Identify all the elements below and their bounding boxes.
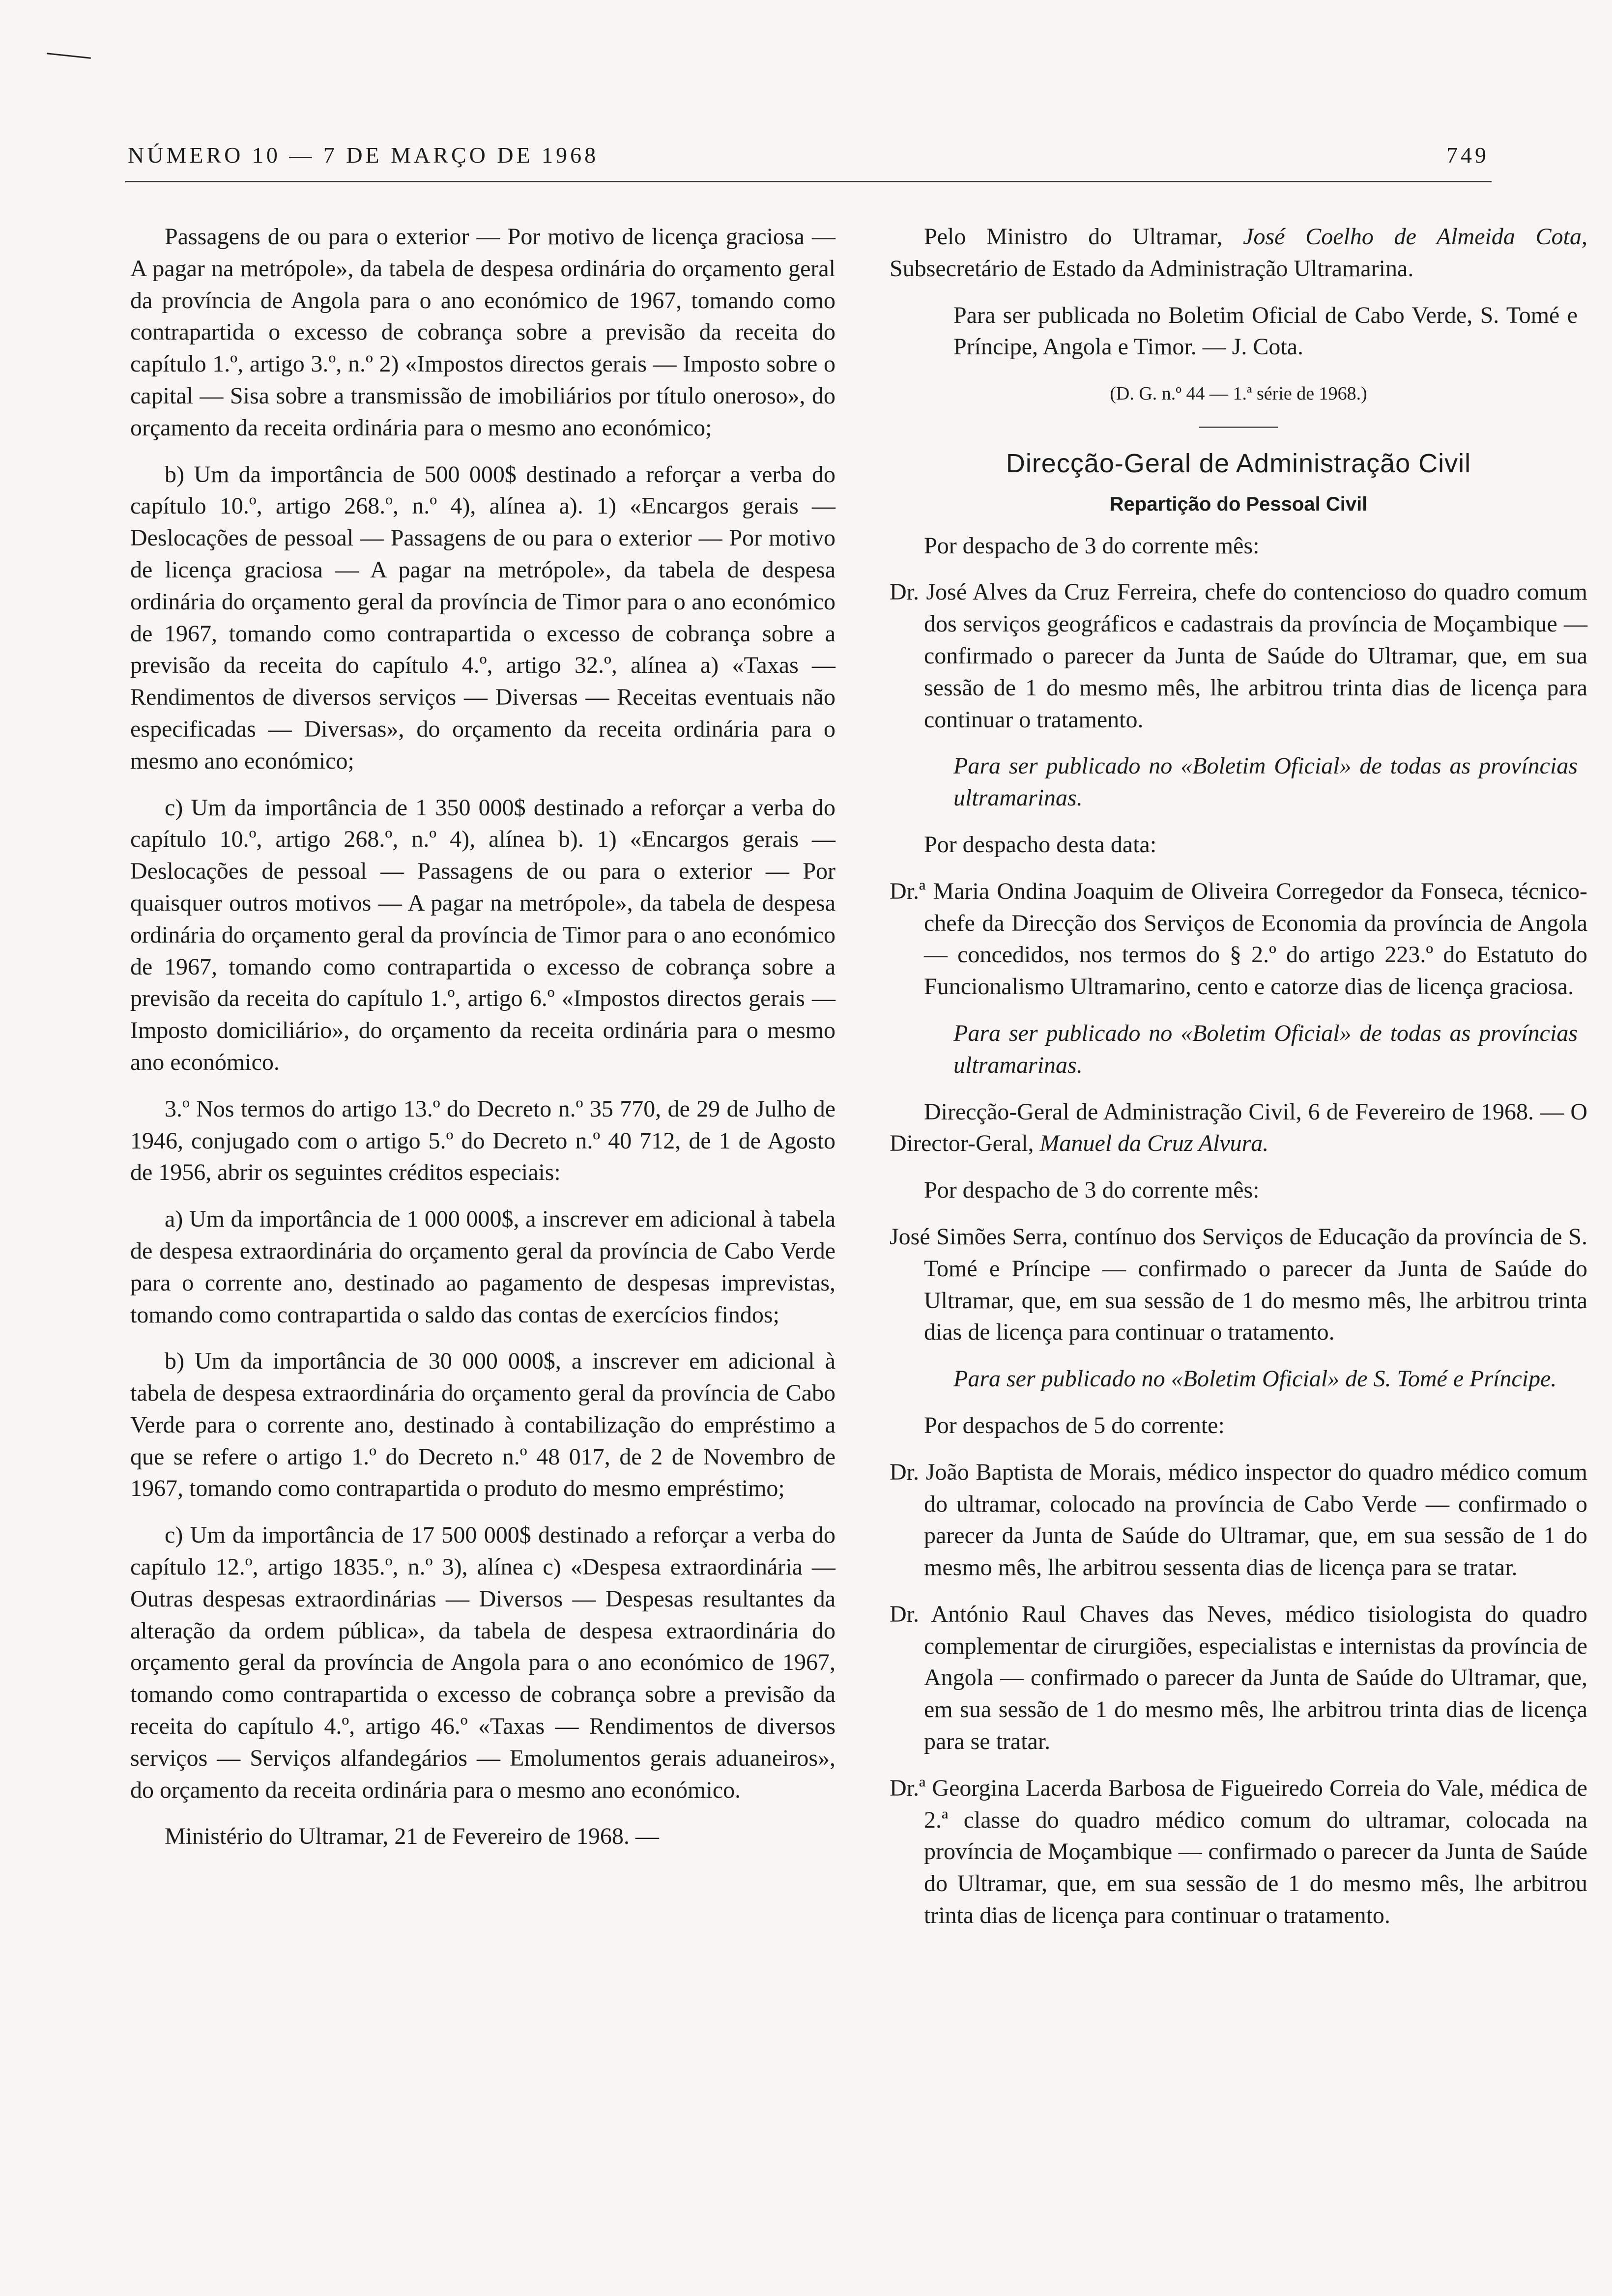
right-column xyxy=(890,221,1587,1932)
paragraph: c) Um da importância de 1 350 000$ destinado a reforçar a verba do capítulo 10.º, artigo 268.º, n.º 4), alínea b). 1) «Encargos gerais — Deslocações de pessoal — Passagens de ou para o exterior — Por quaisquer outros motivos — A pagar na metrópole», da tabela de despesa ordinária do orçamento geral da província de Timor para o ano económico de 1967, tomando como contrapartida o excesso de cobrança sobre a previsão da receita do capítulo 1.º, artigo 6.º «Impostos directos gerais — Imposto domiciliário», do orçamento da receita ordinária para o mesmo ano económico. xyxy=(130,794,835,1075)
dispatch-entry: Dr. João Baptista de Morais, médico inspector do quadro médico comum do ultramar, colocado na província de Cabo Verde — confirmado o parecer da Junta de Saúde do Ultramar, que, em sua sessão de 1 do mesmo mês, lhe arbitrou sessenta dias de licença para se tratar. xyxy=(890,1459,1587,1581)
section-title: Direcção-Geral de Administração Civil xyxy=(1006,448,1471,478)
ministry-signature: Ministério do Ultramar, 21 de Fevereiro de 1968. — xyxy=(165,1823,659,1850)
subsection-title: Repartição do Pessoal Civil xyxy=(1109,493,1368,515)
scan-mark xyxy=(47,53,91,58)
publication-note: Para ser publicado no «Boletim Oficial» de todas as províncias ultramarinas. xyxy=(953,753,1578,811)
minister-signature: Pelo Ministro do Ultramar, José Coelho de Almeida Cota, Subsecretário de Estado da Administração Ultramarina. xyxy=(890,224,1587,282)
dispatch-intro: Por despacho de 3 do corrente mês: xyxy=(924,532,1260,559)
publication-note: Para ser publicado no «Boletim Oficial» de S. Tomé e Príncipe. xyxy=(953,1366,1557,1392)
dispatch-entry: Dr.ª Maria Ondina Joaquim de Oliveira Corregedor da Fonseca, técnico-chefe da Direcção dos Serviços de Economia da província de Angola — concedidos, nos termos do § 2.º do artigo 223.º do Estatuto do Funcionalismo Ultramarino, cento e catorze dias de licença graciosa. xyxy=(890,878,1587,1000)
minister-name: José Coelho de Almeida Cota xyxy=(1243,224,1582,250)
paragraph: a) Um da importância de 1 000 000$, a inscrever em adicional à tabela de despesa extraordinária do orçamento geral da província de Cabo Verde para o corrente ano, destinado ao pagamento de despesas imprevistas, tomando como contrapartida o saldo das contas de exercícios findos; xyxy=(130,1206,835,1328)
dispatch-intro: Por despacho desta data: xyxy=(924,831,1157,858)
paragraph: Passagens de ou para o exterior — Por motivo de licença graciosa — A pagar na metrópole», da tabela de despesa ordinária do orçamento geral da província de Angola para o ano económico de 1967, tomando como contrapartida o excesso de cobrança sobre a previsão da receita do capítulo 1.º, artigo 3.º, n.º 2) «Impostos directos gerais — Imposto sobre o capital — Sisa sobre a transmissão de imobiliários por título oneroso», do orçamento da receita ordinária para o mesmo ano económico; xyxy=(130,224,835,441)
dispatch-entry: Dr.ª Georgina Lacerda Barbosa de Figueiredo Correia do Vale, médica de 2.ª classe do quadro médico comum do ultramar, colocada na província de Moçambique — confirmado o parecer da Junta de Saúde do Ultramar, que, em sua sessão de 1 do mesmo mês, lhe arbitrou trinta dias de licença para continuar o tratamento. xyxy=(890,1775,1587,1929)
gazette-reference: (D. G. n.º 44 — 1.ª série de 1968.) xyxy=(1110,383,1367,404)
dispatch-intro: Por despachos de 5 do corrente: xyxy=(924,1412,1225,1438)
dispatch-entry: Dr. António Raul Chaves das Neves, médico tisiologista do quadro complementar de cirurgiões, especialistas e internistas da província de Angola — confirmado o parecer da Junta de Saúde do Ultramar, que, em sua sessão de 1 do mesmo mês, lhe arbitrou trinta dias de licença para se tratar. xyxy=(890,1601,1587,1755)
dispatch-entry: Dr. José Alves da Cruz Ferreira, chefe do contencioso do quadro comum dos serviços geográficos e cadastrais da província de Moçambique — confirmado o parecer da Junta de Saúde do Ultramar, que, em sua sessão de 1 do mesmo mês, lhe arbitrou trinta dias de licença para continuar o tratamento. xyxy=(890,579,1587,733)
left-column xyxy=(130,221,835,1853)
issue-line: NÚMERO 10 — 7 DE MARÇO DE 1968 xyxy=(128,143,599,168)
publication-note: Para ser publicada no Boletim Oficial de Cabo Verde, S. Tomé e Príncipe, Angola e Timor. — J. Cota. xyxy=(953,302,1578,360)
section-divider xyxy=(1199,427,1278,428)
paragraph: b) Um da importância de 30 000 000$, a inscrever em adicional à tabela de despesa extraordinária do orçamento geral da província de Cabo Verde para o corrente ano, destinado à contabilização do empréstimo a que se refere o artigo 1.º do Decreto n.º 48 017, de 2 de Novembro de 1967, tomando como contrapartida o produto do mesmo empréstimo; xyxy=(130,1348,835,1502)
director-signature: Direcção-Geral de Administração Civil, 6 de Fevereiro de 1968. — O Director-Geral, Manuel da Cruz Alvura. xyxy=(890,1098,1587,1157)
page-header xyxy=(128,129,1489,168)
paragraph: b) Um da importância de 500 000$ destinado a reforçar a verba do capítulo 10.º, artigo 268.º, n.º 4), alínea a). 1) «Encargos gerais — Deslocações de pessoal — Passagens de ou para o exterior — Por motivo de licença graciosa — A pagar na metrópole», da tabela de despesa ordinária do orçamento geral da província de Timor para o ano económico de 1967, tomando como contrapartida o excesso de cobrança sobre a previsão da receita do capítulo 4.º, artigo 32.º, alínea a) «Taxas — Rendimentos de diversos serviços — Diversas — Receitas eventuais não especificadas — Diversas», do orçamento da receita ordinária para o mesmo ano económico; xyxy=(130,461,835,774)
paragraph: c) Um da importância de 17 500 000$ destinado a reforçar a verba do capítulo 12.º, artigo 1835.º, n.º 3), alínea c) «Despesa extraordinária — Outras despesas extraordinárias — Diversos — Despesas resultantes da alteração da ordem pública», da tabela de despesa extraordinária do orçamento geral da província de Angola para o ano económico de 1967, tomando como contrapartida o excesso de cobrança sobre a previsão da receita do capítulo 4.º, artigo 46.º «Taxas — Rendimentos de diversos serviços — Serviços alfandegários — Emolumentos gerais aduaneiros», do orçamento da receita ordinária para o mesmo ano económico. xyxy=(130,1522,835,1803)
dispatch-intro: Por despacho de 3 do corrente mês: xyxy=(924,1177,1260,1204)
publication-note: Para ser publicado no «Boletim Oficial» de todas as províncias ultramarinas. xyxy=(953,1020,1578,1078)
paragraph: 3.º Nos termos do artigo 13.º do Decreto n.º 35 770, de 29 de Julho de 1946, conjugado com o artigo 5.º do Decreto n.º 40 712, de 1 de Agosto de 1956, abrir os seguintes créditos especiais: xyxy=(130,1095,835,1186)
page-number: 749 xyxy=(1446,143,1489,168)
header-rule xyxy=(125,181,1492,182)
dispatch-entry: José Simões Serra, contínuo dos Serviços de Educação da província de S. Tomé e Príncipe — confirmado o parecer da Junta de Saúde do Ultramar, que, em sua sessão de 1 do mesmo mês, lhe arbitrou trinta dias de licença para continuar o tratamento. xyxy=(890,1223,1587,1346)
director-name: Manuel da Cruz Alvura. xyxy=(1039,1130,1269,1157)
